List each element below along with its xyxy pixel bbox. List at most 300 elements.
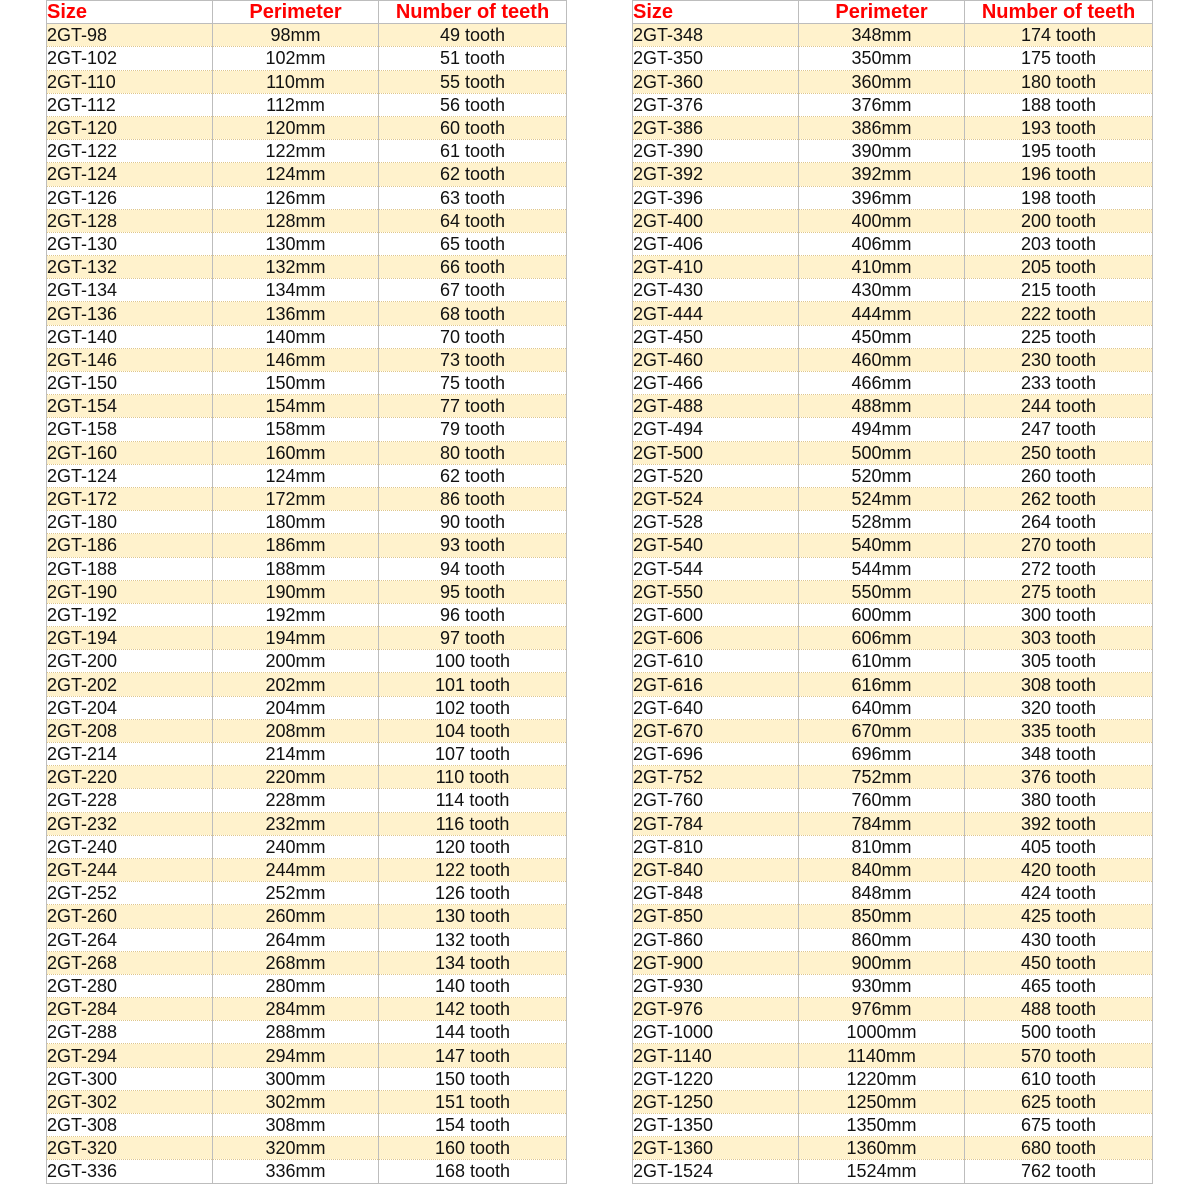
perimeter-cell: 1000mm [799, 1021, 965, 1044]
teeth-cell: 233 tooth [965, 372, 1153, 395]
table-row [47, 789, 567, 812]
perimeter-cell: 244mm [213, 858, 379, 881]
table-row [47, 418, 567, 441]
table-row [633, 395, 1153, 418]
table-row [633, 743, 1153, 766]
perimeter-cell: 336mm [213, 1160, 379, 1183]
teeth-cell: 430 tooth [965, 928, 1153, 951]
size-cell: 2GT-220 [47, 766, 213, 789]
size-cell: 2GT-124 [47, 464, 213, 487]
teeth-cell: 376 tooth [965, 766, 1153, 789]
size-cell: 2GT-494 [633, 418, 799, 441]
teeth-cell: 126 tooth [379, 882, 567, 905]
size-cell: 2GT-214 [47, 743, 213, 766]
teeth-cell: 49 tooth [379, 24, 567, 47]
teeth-cell: 96 tooth [379, 603, 567, 626]
teeth-cell: 305 tooth [965, 650, 1153, 673]
teeth-cell: 168 tooth [379, 1160, 567, 1183]
size-cell: 2GT-232 [47, 812, 213, 835]
table-row [47, 279, 567, 302]
size-cell: 2GT-696 [633, 743, 799, 766]
size-cell: 2GT-154 [47, 395, 213, 418]
size-cell: 2GT-126 [47, 186, 213, 209]
size-cell: 2GT-284 [47, 998, 213, 1021]
perimeter-cell: 134mm [213, 279, 379, 302]
teeth-cell: 500 tooth [965, 1021, 1153, 1044]
size-cell: 2GT-760 [633, 789, 799, 812]
size-cell: 2GT-1524 [633, 1160, 799, 1183]
teeth-cell: 64 tooth [379, 209, 567, 232]
perimeter-cell: 136mm [213, 302, 379, 325]
teeth-cell: 114 tooth [379, 789, 567, 812]
size-cell: 2GT-302 [47, 1090, 213, 1113]
perimeter-cell: 280mm [213, 974, 379, 997]
table-row [633, 24, 1153, 47]
size-cell: 2GT-1000 [633, 1021, 799, 1044]
perimeter-cell: 240mm [213, 835, 379, 858]
teeth-cell: 300 tooth [965, 603, 1153, 626]
teeth-cell: 95 tooth [379, 580, 567, 603]
perimeter-cell: 640mm [799, 696, 965, 719]
teeth-cell: 66 tooth [379, 256, 567, 279]
size-cell: 2GT-240 [47, 835, 213, 858]
teeth-cell: 348 tooth [965, 743, 1153, 766]
teeth-cell: 65 tooth [379, 232, 567, 255]
header-row [47, 1, 567, 24]
perimeter-cell: 1140mm [799, 1044, 965, 1067]
size-cell: 2GT-500 [633, 441, 799, 464]
table-row [47, 116, 567, 139]
size-cell: 2GT-528 [633, 511, 799, 534]
size-cell: 2GT-396 [633, 186, 799, 209]
teeth-cell: 303 tooth [965, 627, 1153, 650]
teeth-cell: 260 tooth [965, 464, 1153, 487]
teeth-cell: 94 tooth [379, 557, 567, 580]
teeth-cell: 101 tooth [379, 673, 567, 696]
size-cell: 2GT-130 [47, 232, 213, 255]
column-header-teeth: Number of teeth [379, 1, 567, 24]
table-row [47, 882, 567, 905]
table-row [47, 580, 567, 603]
size-cell: 2GT-640 [633, 696, 799, 719]
teeth-cell: 151 tooth [379, 1090, 567, 1113]
table-row [47, 650, 567, 673]
perimeter-cell: 752mm [799, 766, 965, 789]
perimeter-cell: 760mm [799, 789, 965, 812]
size-cell: 2GT-752 [633, 766, 799, 789]
size-cell: 2GT-360 [633, 70, 799, 93]
table-row [633, 209, 1153, 232]
table-row [47, 905, 567, 928]
size-cell: 2GT-300 [47, 1067, 213, 1090]
teeth-cell: 425 tooth [965, 905, 1153, 928]
size-cell: 2GT-444 [633, 302, 799, 325]
table-row [633, 650, 1153, 673]
size-cell: 2GT-194 [47, 627, 213, 650]
size-cell: 2GT-544 [633, 557, 799, 580]
perimeter-cell: 392mm [799, 163, 965, 186]
table-row [633, 627, 1153, 650]
size-cell: 2GT-784 [633, 812, 799, 835]
perimeter-cell: 228mm [213, 789, 379, 812]
table-row [47, 395, 567, 418]
table-row [633, 603, 1153, 626]
teeth-cell: 205 tooth [965, 256, 1153, 279]
perimeter-cell: 406mm [799, 232, 965, 255]
teeth-cell: 380 tooth [965, 789, 1153, 812]
size-cell: 2GT-1360 [633, 1137, 799, 1160]
perimeter-cell: 540mm [799, 534, 965, 557]
teeth-cell: 215 tooth [965, 279, 1153, 302]
perimeter-cell: 1360mm [799, 1137, 965, 1160]
table-row [47, 974, 567, 997]
size-cell: 2GT-1220 [633, 1067, 799, 1090]
size-cell: 2GT-102 [47, 47, 213, 70]
size-cell: 2GT-110 [47, 70, 213, 93]
perimeter-cell: 188mm [213, 557, 379, 580]
size-cell: 2GT-136 [47, 302, 213, 325]
table-row [633, 256, 1153, 279]
perimeter-cell: 98mm [213, 24, 379, 47]
size-cell: 2GT-228 [47, 789, 213, 812]
size-cell: 2GT-280 [47, 974, 213, 997]
table-row [47, 47, 567, 70]
column-header-size: Size [47, 1, 213, 24]
teeth-cell: 270 tooth [965, 534, 1153, 557]
table-row [47, 24, 567, 47]
table-row [47, 835, 567, 858]
size-cell: 2GT-264 [47, 928, 213, 951]
perimeter-cell: 784mm [799, 812, 965, 835]
table-row [633, 998, 1153, 1021]
perimeter-cell: 400mm [799, 209, 965, 232]
table-row [633, 1044, 1153, 1067]
table-row [633, 835, 1153, 858]
size-cell: 2GT-488 [633, 395, 799, 418]
table-row [633, 812, 1153, 835]
teeth-cell: 79 tooth [379, 418, 567, 441]
perimeter-cell: 208mm [213, 719, 379, 742]
size-cell: 2GT-252 [47, 882, 213, 905]
perimeter-cell: 146mm [213, 348, 379, 371]
perimeter-cell: 550mm [799, 580, 965, 603]
perimeter-cell: 220mm [213, 766, 379, 789]
size-cell: 2GT-140 [47, 325, 213, 348]
table-row [633, 232, 1153, 255]
table-row [47, 140, 567, 163]
perimeter-cell: 848mm [799, 882, 965, 905]
table-row [633, 116, 1153, 139]
perimeter-cell: 190mm [213, 580, 379, 603]
table-row [47, 209, 567, 232]
teeth-cell: 420 tooth [965, 858, 1153, 881]
perimeter-cell: 350mm [799, 47, 965, 70]
perimeter-cell: 320mm [213, 1137, 379, 1160]
teeth-cell: 102 tooth [379, 696, 567, 719]
teeth-cell: 222 tooth [965, 302, 1153, 325]
table-row [47, 256, 567, 279]
teeth-cell: 62 tooth [379, 464, 567, 487]
teeth-cell: 196 tooth [965, 163, 1153, 186]
teeth-cell: 67 tooth [379, 279, 567, 302]
perimeter-cell: 520mm [799, 464, 965, 487]
teeth-cell: 275 tooth [965, 580, 1153, 603]
perimeter-cell: 150mm [213, 372, 379, 395]
teeth-cell: 175 tooth [965, 47, 1153, 70]
perimeter-cell: 606mm [799, 627, 965, 650]
perimeter-cell: 850mm [799, 905, 965, 928]
teeth-cell: 198 tooth [965, 186, 1153, 209]
teeth-cell: 55 tooth [379, 70, 567, 93]
table-row [47, 348, 567, 371]
table-row [47, 719, 567, 742]
perimeter-cell: 1220mm [799, 1067, 965, 1090]
teeth-cell: 392 tooth [965, 812, 1153, 835]
table-row [47, 487, 567, 510]
table-row [47, 325, 567, 348]
table-row [47, 70, 567, 93]
table-row [633, 1137, 1153, 1160]
size-cell: 2GT-1350 [633, 1114, 799, 1137]
perimeter-cell: 102mm [213, 47, 379, 70]
teeth-cell: 80 tooth [379, 441, 567, 464]
teeth-cell: 122 tooth [379, 858, 567, 881]
perimeter-cell: 122mm [213, 140, 379, 163]
teeth-cell: 90 tooth [379, 511, 567, 534]
belt-size-table-right [632, 0, 1153, 1184]
perimeter-cell: 390mm [799, 140, 965, 163]
table-row [633, 372, 1153, 395]
table-row [633, 882, 1153, 905]
teeth-cell: 70 tooth [379, 325, 567, 348]
perimeter-cell: 124mm [213, 163, 379, 186]
table-row [633, 441, 1153, 464]
size-cell: 2GT-840 [633, 858, 799, 881]
table-row [633, 719, 1153, 742]
table-row [47, 302, 567, 325]
perimeter-cell: 158mm [213, 418, 379, 441]
table-row [633, 279, 1153, 302]
size-cell: 2GT-900 [633, 951, 799, 974]
size-cell: 2GT-1140 [633, 1044, 799, 1067]
perimeter-cell: 976mm [799, 998, 965, 1021]
perimeter-cell: 260mm [213, 905, 379, 928]
table-row [633, 858, 1153, 881]
perimeter-cell: 128mm [213, 209, 379, 232]
table-row [633, 464, 1153, 487]
table-row [47, 1160, 567, 1183]
perimeter-cell: 302mm [213, 1090, 379, 1113]
teeth-cell: 195 tooth [965, 140, 1153, 163]
teeth-cell: 680 tooth [965, 1137, 1153, 1160]
table-row [47, 534, 567, 557]
size-cell: 2GT-600 [633, 603, 799, 626]
table-row [633, 1114, 1153, 1137]
perimeter-cell: 500mm [799, 441, 965, 464]
perimeter-cell: 124mm [213, 464, 379, 487]
perimeter-cell: 696mm [799, 743, 965, 766]
teeth-cell: 225 tooth [965, 325, 1153, 348]
table-row [633, 789, 1153, 812]
teeth-cell: 450 tooth [965, 951, 1153, 974]
table-row [633, 557, 1153, 580]
teeth-cell: 61 tooth [379, 140, 567, 163]
size-cell: 2GT-460 [633, 348, 799, 371]
table-row [47, 1067, 567, 1090]
size-cell: 2GT-158 [47, 418, 213, 441]
teeth-cell: 193 tooth [965, 116, 1153, 139]
column-header-teeth: Number of teeth [965, 1, 1153, 24]
perimeter-cell: 154mm [213, 395, 379, 418]
size-cell: 2GT-450 [633, 325, 799, 348]
teeth-cell: 154 tooth [379, 1114, 567, 1137]
size-cell: 2GT-320 [47, 1137, 213, 1160]
teeth-cell: 203 tooth [965, 232, 1153, 255]
perimeter-cell: 810mm [799, 835, 965, 858]
perimeter-cell: 284mm [213, 998, 379, 1021]
teeth-cell: 147 tooth [379, 1044, 567, 1067]
teeth-cell: 134 tooth [379, 951, 567, 974]
perimeter-cell: 444mm [799, 302, 965, 325]
size-cell: 2GT-146 [47, 348, 213, 371]
teeth-cell: 188 tooth [965, 93, 1153, 116]
perimeter-cell: 204mm [213, 696, 379, 719]
teeth-cell: 308 tooth [965, 673, 1153, 696]
teeth-cell: 160 tooth [379, 1137, 567, 1160]
perimeter-cell: 494mm [799, 418, 965, 441]
table-row [633, 487, 1153, 510]
table-row [633, 974, 1153, 997]
table-row [47, 372, 567, 395]
size-cell: 2GT-288 [47, 1021, 213, 1044]
perimeter-cell: 466mm [799, 372, 965, 395]
perimeter-cell: 264mm [213, 928, 379, 951]
perimeter-cell: 126mm [213, 186, 379, 209]
perimeter-cell: 268mm [213, 951, 379, 974]
perimeter-cell: 132mm [213, 256, 379, 279]
size-cell: 2GT-336 [47, 1160, 213, 1183]
table-row [47, 1137, 567, 1160]
size-cell: 2GT-386 [633, 116, 799, 139]
size-cell: 2GT-128 [47, 209, 213, 232]
table-row [47, 766, 567, 789]
size-cell: 2GT-134 [47, 279, 213, 302]
table-row [633, 70, 1153, 93]
table-row [47, 951, 567, 974]
teeth-cell: 262 tooth [965, 487, 1153, 510]
teeth-cell: 247 tooth [965, 418, 1153, 441]
size-cell: 2GT-406 [633, 232, 799, 255]
teeth-cell: 570 tooth [965, 1044, 1153, 1067]
perimeter-cell: 288mm [213, 1021, 379, 1044]
table-row [47, 163, 567, 186]
table-row [633, 1021, 1153, 1044]
perimeter-cell: 410mm [799, 256, 965, 279]
perimeter-cell: 360mm [799, 70, 965, 93]
table-row [633, 534, 1153, 557]
perimeter-cell: 300mm [213, 1067, 379, 1090]
teeth-cell: 465 tooth [965, 974, 1153, 997]
size-cell: 2GT-376 [633, 93, 799, 116]
size-cell: 2GT-132 [47, 256, 213, 279]
size-cell: 2GT-122 [47, 140, 213, 163]
teeth-cell: 675 tooth [965, 1114, 1153, 1137]
perimeter-cell: 900mm [799, 951, 965, 974]
teeth-cell: 142 tooth [379, 998, 567, 1021]
perimeter-cell: 200mm [213, 650, 379, 673]
teeth-cell: 200 tooth [965, 209, 1153, 232]
size-cell: 2GT-930 [633, 974, 799, 997]
table-row [47, 1021, 567, 1044]
size-cell: 2GT-208 [47, 719, 213, 742]
perimeter-cell: 202mm [213, 673, 379, 696]
size-cell: 2GT-466 [633, 372, 799, 395]
size-cell: 2GT-810 [633, 835, 799, 858]
teeth-cell: 405 tooth [965, 835, 1153, 858]
table-row [47, 93, 567, 116]
table-row [633, 418, 1153, 441]
table-row [47, 928, 567, 951]
teeth-cell: 230 tooth [965, 348, 1153, 371]
table-row [47, 186, 567, 209]
teeth-cell: 77 tooth [379, 395, 567, 418]
perimeter-cell: 172mm [213, 487, 379, 510]
table-row [633, 47, 1153, 70]
size-cell: 2GT-540 [633, 534, 799, 557]
size-cell: 2GT-204 [47, 696, 213, 719]
table-row [47, 557, 567, 580]
teeth-cell: 107 tooth [379, 743, 567, 766]
size-cell: 2GT-606 [633, 627, 799, 650]
teeth-cell: 610 tooth [965, 1067, 1153, 1090]
table-row [633, 511, 1153, 534]
perimeter-cell: 192mm [213, 603, 379, 626]
teeth-cell: 62 tooth [379, 163, 567, 186]
teeth-cell: 73 tooth [379, 348, 567, 371]
table-row [633, 1067, 1153, 1090]
size-cell: 2GT-400 [633, 209, 799, 232]
perimeter-cell: 930mm [799, 974, 965, 997]
perimeter-cell: 488mm [799, 395, 965, 418]
table-row [47, 673, 567, 696]
table-row [633, 951, 1153, 974]
teeth-cell: 116 tooth [379, 812, 567, 835]
teeth-cell: 488 tooth [965, 998, 1153, 1021]
teeth-cell: 244 tooth [965, 395, 1153, 418]
perimeter-cell: 396mm [799, 186, 965, 209]
teeth-cell: 97 tooth [379, 627, 567, 650]
size-cell: 2GT-150 [47, 372, 213, 395]
column-header-perimeter: Perimeter [213, 1, 379, 24]
table-row [47, 812, 567, 835]
perimeter-cell: 348mm [799, 24, 965, 47]
teeth-cell: 68 tooth [379, 302, 567, 325]
teeth-cell: 75 tooth [379, 372, 567, 395]
teeth-cell: 174 tooth [965, 24, 1153, 47]
teeth-cell: 150 tooth [379, 1067, 567, 1090]
size-cell: 2GT-520 [633, 464, 799, 487]
size-cell: 2GT-390 [633, 140, 799, 163]
teeth-cell: 424 tooth [965, 882, 1153, 905]
table-row [47, 743, 567, 766]
table-row [633, 580, 1153, 603]
perimeter-cell: 528mm [799, 511, 965, 534]
size-cell: 2GT-848 [633, 882, 799, 905]
column-header-perimeter: Perimeter [799, 1, 965, 24]
perimeter-cell: 112mm [213, 93, 379, 116]
size-cell: 2GT-180 [47, 511, 213, 534]
table-row [47, 441, 567, 464]
